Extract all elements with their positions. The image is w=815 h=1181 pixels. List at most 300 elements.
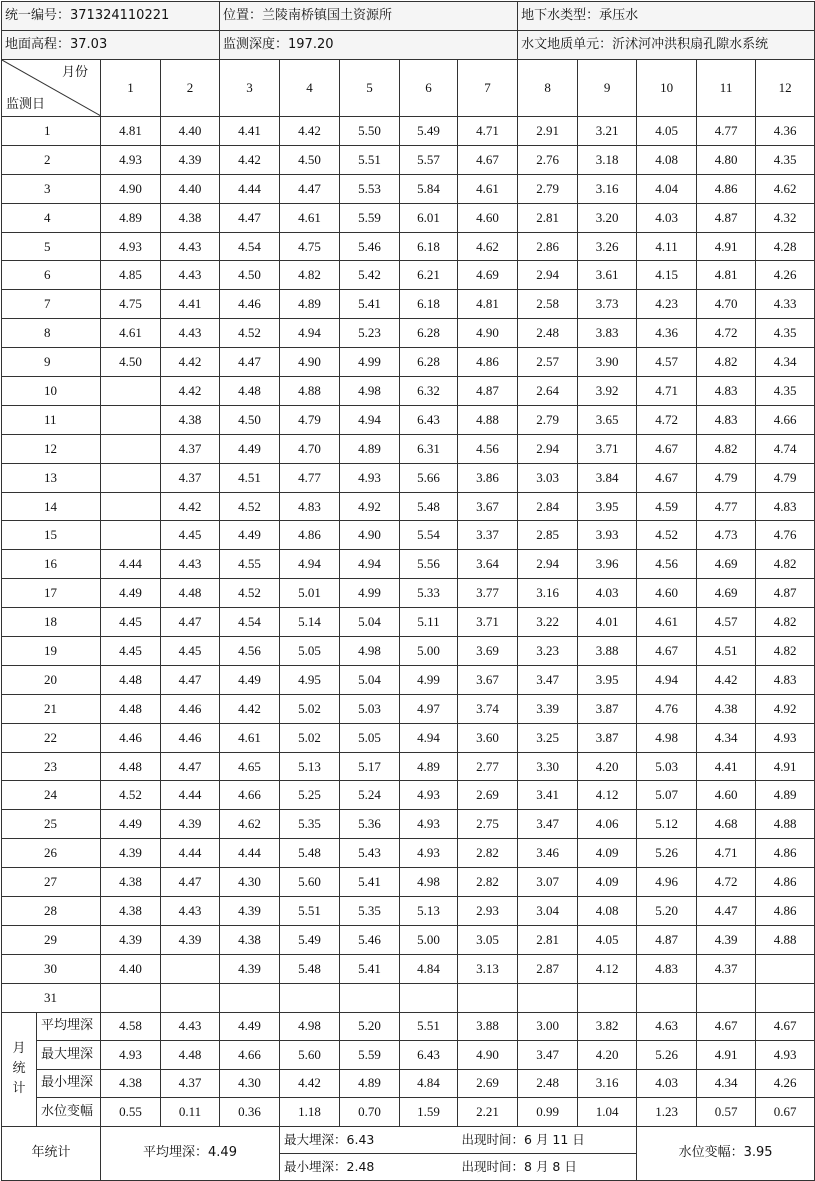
depth-value: 4.46 xyxy=(220,290,280,319)
depth-value: 4.74 xyxy=(756,434,815,463)
depth-value: 4.50 xyxy=(220,405,280,434)
depth-value: 3.74 xyxy=(458,694,518,723)
depth-value: 6.28 xyxy=(400,319,458,348)
depth-value: 4.39 xyxy=(161,145,220,174)
depth-value: 3.46 xyxy=(518,839,578,868)
depth-value: 4.94 xyxy=(280,550,340,579)
depth-value: 3.95 xyxy=(578,492,637,521)
depth-value: 5.20 xyxy=(637,897,697,926)
depth-value: 2.69 xyxy=(458,781,518,810)
monthly-stat-row xyxy=(2,1098,815,1127)
depth-value: 3.18 xyxy=(578,145,637,174)
depth-value: 4.43 xyxy=(161,232,220,261)
stat-value: 4.38 xyxy=(101,1069,161,1098)
depth-value: 4.93 xyxy=(340,463,400,492)
depth-value: 4.41 xyxy=(220,117,280,146)
depth-value: 4.48 xyxy=(220,377,280,406)
depth-value: 3.96 xyxy=(578,550,637,579)
depth-value: 3.77 xyxy=(458,579,518,608)
monitoring-depth: 监测深度：197.20 xyxy=(220,31,518,60)
depth-value: 3.67 xyxy=(458,492,518,521)
depth-value: 4.56 xyxy=(458,434,518,463)
day-number: 20 xyxy=(2,665,101,694)
depth-value: 4.38 xyxy=(697,694,756,723)
day-row xyxy=(2,954,815,983)
stat-label: 水位变幅 xyxy=(37,1098,101,1127)
depth-value: 4.49 xyxy=(220,434,280,463)
depth-value: 2.48 xyxy=(518,319,578,348)
depth-value: 3.47 xyxy=(518,665,578,694)
depth-value: 5.48 xyxy=(400,492,458,521)
day-row xyxy=(2,434,815,463)
day-number: 8 xyxy=(2,319,101,348)
day-row xyxy=(2,925,815,954)
stat-value: 2.21 xyxy=(458,1098,518,1127)
day-row xyxy=(2,492,815,521)
depth-value: 2.81 xyxy=(518,203,578,232)
depth-value: 4.89 xyxy=(280,290,340,319)
stat-value: 4.58 xyxy=(101,1012,161,1041)
depth-value xyxy=(101,492,161,521)
depth-value: 4.69 xyxy=(697,579,756,608)
yearly-max-depth: 最大埋深：6.43 xyxy=(280,1126,458,1153)
depth-value: 5.48 xyxy=(280,839,340,868)
depth-value xyxy=(637,983,697,1012)
depth-value: 4.49 xyxy=(101,579,161,608)
depth-value: 4.40 xyxy=(161,174,220,203)
day-row xyxy=(2,665,815,694)
groundwater-monitoring-table xyxy=(1,1,815,1181)
depth-value: 4.82 xyxy=(697,434,756,463)
depth-value: 4.47 xyxy=(161,868,220,897)
depth-value: 4.90 xyxy=(280,348,340,377)
stat-value: 4.30 xyxy=(220,1069,280,1098)
depth-value xyxy=(101,463,161,492)
depth-value: 4.70 xyxy=(280,434,340,463)
depth-value: 4.76 xyxy=(756,521,815,550)
day-row xyxy=(2,348,815,377)
depth-value: 4.68 xyxy=(697,810,756,839)
depth-value: 4.47 xyxy=(220,348,280,377)
yearly-range: 水位变幅：3.95 xyxy=(637,1126,815,1180)
depth-value: 4.26 xyxy=(756,261,815,290)
depth-value: 4.87 xyxy=(637,925,697,954)
depth-value: 3.86 xyxy=(458,463,518,492)
depth-value: 4.79 xyxy=(280,405,340,434)
stat-value: 1.18 xyxy=(280,1098,340,1127)
day-row xyxy=(2,463,815,492)
stat-label: 最小埋深 xyxy=(37,1069,101,1098)
depth-value: 4.37 xyxy=(697,954,756,983)
station-location: 位置：兰陵南桥镇国土资源所 xyxy=(220,2,518,31)
depth-value: 3.41 xyxy=(518,781,578,810)
depth-value: 3.87 xyxy=(578,723,637,752)
depth-value: 4.42 xyxy=(697,665,756,694)
depth-value xyxy=(101,405,161,434)
depth-value: 3.64 xyxy=(458,550,518,579)
station-id: 统一编号：371324110221 xyxy=(2,2,220,31)
depth-value: 4.38 xyxy=(220,925,280,954)
depth-value xyxy=(101,983,161,1012)
depth-value: 4.66 xyxy=(220,781,280,810)
depth-value: 5.01 xyxy=(280,579,340,608)
depth-value: 5.56 xyxy=(400,550,458,579)
day-number: 28 xyxy=(2,897,101,926)
depth-value: 3.65 xyxy=(578,405,637,434)
group-label-char: 统 xyxy=(12,1061,26,1077)
depth-value: 2.76 xyxy=(518,145,578,174)
month-header: 8 xyxy=(518,60,578,117)
depth-value: 3.16 xyxy=(578,174,637,203)
depth-value: 4.75 xyxy=(101,290,161,319)
depth-value: 4.56 xyxy=(220,637,280,666)
month-header: 5 xyxy=(340,60,400,117)
depth-value: 3.04 xyxy=(518,897,578,926)
depth-value: 4.83 xyxy=(697,377,756,406)
depth-value: 4.03 xyxy=(637,203,697,232)
depth-value: 4.81 xyxy=(697,261,756,290)
depth-value: 2.77 xyxy=(458,752,518,781)
depth-value xyxy=(400,983,458,1012)
depth-value: 4.80 xyxy=(697,145,756,174)
depth-value: 5.48 xyxy=(280,954,340,983)
depth-value: 4.54 xyxy=(220,608,280,637)
depth-value: 4.93 xyxy=(400,839,458,868)
depth-value: 4.55 xyxy=(220,550,280,579)
depth-value: 4.23 xyxy=(637,290,697,319)
depth-value: 4.52 xyxy=(220,319,280,348)
day-row xyxy=(2,897,815,926)
stat-value: 3.00 xyxy=(518,1012,578,1041)
depth-value: 3.07 xyxy=(518,868,578,897)
depth-value: 4.89 xyxy=(101,203,161,232)
depth-value: 4.89 xyxy=(400,752,458,781)
depth-value: 4.83 xyxy=(280,492,340,521)
day-row xyxy=(2,117,815,146)
stat-value: 3.88 xyxy=(458,1012,518,1041)
depth-value: 4.83 xyxy=(697,405,756,434)
day-row xyxy=(2,145,815,174)
depth-value: 3.20 xyxy=(578,203,637,232)
depth-value: 4.67 xyxy=(637,637,697,666)
stat-value: 4.90 xyxy=(458,1041,518,1070)
depth-value: 4.09 xyxy=(578,839,637,868)
day-number: 27 xyxy=(2,868,101,897)
depth-value: 4.20 xyxy=(578,752,637,781)
depth-value: 2.84 xyxy=(518,492,578,521)
depth-value: 5.35 xyxy=(340,897,400,926)
day-number: 18 xyxy=(2,608,101,637)
depth-value: 4.91 xyxy=(697,232,756,261)
depth-value: 4.08 xyxy=(578,897,637,926)
depth-value: 5.23 xyxy=(340,319,400,348)
stat-value: 5.20 xyxy=(340,1012,400,1041)
depth-value: 5.07 xyxy=(637,781,697,810)
day-number: 11 xyxy=(2,405,101,434)
depth-value: 3.73 xyxy=(578,290,637,319)
stat-value: 0.57 xyxy=(697,1098,756,1127)
depth-value: 3.71 xyxy=(458,608,518,637)
day-number: 26 xyxy=(2,839,101,868)
depth-value: 5.41 xyxy=(340,290,400,319)
day-number: 22 xyxy=(2,723,101,752)
depth-value: 4.82 xyxy=(756,608,815,637)
depth-value: 3.67 xyxy=(458,665,518,694)
stat-value: 0.70 xyxy=(340,1098,400,1127)
stat-value: 3.47 xyxy=(518,1041,578,1070)
depth-value: 6.18 xyxy=(400,290,458,319)
stat-label: 最大埋深 xyxy=(37,1041,101,1070)
depth-value: 4.39 xyxy=(697,925,756,954)
depth-value: 4.38 xyxy=(161,203,220,232)
depth-value: 4.12 xyxy=(578,954,637,983)
depth-value: 4.43 xyxy=(161,261,220,290)
depth-value: 4.45 xyxy=(161,637,220,666)
depth-value: 4.75 xyxy=(280,232,340,261)
depth-value: 5.46 xyxy=(340,232,400,261)
day-number: 14 xyxy=(2,492,101,521)
depth-value: 2.82 xyxy=(458,839,518,868)
depth-value: 4.47 xyxy=(161,608,220,637)
depth-value: 4.61 xyxy=(280,203,340,232)
depth-value: 4.72 xyxy=(637,405,697,434)
month-header: 11 xyxy=(697,60,756,117)
depth-value: 3.61 xyxy=(578,261,637,290)
depth-value: 4.44 xyxy=(220,839,280,868)
depth-value: 4.28 xyxy=(756,232,815,261)
day-number: 15 xyxy=(2,521,101,550)
day-row xyxy=(2,203,815,232)
depth-value: 4.50 xyxy=(101,348,161,377)
depth-value: 4.48 xyxy=(101,665,161,694)
depth-value: 4.62 xyxy=(756,174,815,203)
depth-value: 4.52 xyxy=(101,781,161,810)
depth-value: 4.94 xyxy=(637,665,697,694)
depth-value: 4.83 xyxy=(637,954,697,983)
month-axis-label: 月份 xyxy=(61,65,88,80)
stat-value: 4.93 xyxy=(756,1041,815,1070)
depth-value: 4.86 xyxy=(458,348,518,377)
stat-value: 4.67 xyxy=(756,1012,815,1041)
stat-value: 6.43 xyxy=(400,1041,458,1070)
depth-value: 4.87 xyxy=(697,203,756,232)
depth-value: 4.52 xyxy=(220,492,280,521)
depth-value: 5.51 xyxy=(340,145,400,174)
depth-value: 5.02 xyxy=(280,694,340,723)
depth-value: 4.93 xyxy=(101,232,161,261)
depth-value: 4.09 xyxy=(578,868,637,897)
stat-value: 0.36 xyxy=(220,1098,280,1127)
depth-value: 4.42 xyxy=(280,117,340,146)
depth-value xyxy=(518,983,578,1012)
depth-value: 2.86 xyxy=(518,232,578,261)
depth-value: 5.43 xyxy=(340,839,400,868)
depth-value: 5.46 xyxy=(340,925,400,954)
depth-value: 4.88 xyxy=(756,925,815,954)
depth-value: 2.57 xyxy=(518,348,578,377)
depth-value: 5.24 xyxy=(340,781,400,810)
day-row xyxy=(2,983,815,1012)
depth-value: 4.77 xyxy=(280,463,340,492)
stat-value: 4.42 xyxy=(280,1069,340,1098)
depth-value: 4.70 xyxy=(697,290,756,319)
depth-value: 4.61 xyxy=(637,608,697,637)
day-number: 21 xyxy=(2,694,101,723)
depth-value: 4.71 xyxy=(697,839,756,868)
depth-value: 6.21 xyxy=(400,261,458,290)
depth-value: 4.62 xyxy=(220,810,280,839)
depth-value: 5.57 xyxy=(400,145,458,174)
depth-value: 2.87 xyxy=(518,954,578,983)
month-header: 3 xyxy=(220,60,280,117)
monthly-stat-row xyxy=(2,1069,815,1098)
depth-value: 5.54 xyxy=(400,521,458,550)
depth-value xyxy=(220,983,280,1012)
depth-value: 4.71 xyxy=(637,377,697,406)
depth-value: 4.39 xyxy=(161,925,220,954)
depth-value: 4.03 xyxy=(578,579,637,608)
depth-value: 4.87 xyxy=(756,579,815,608)
depth-value: 4.41 xyxy=(697,752,756,781)
stat-value: 0.99 xyxy=(518,1098,578,1127)
depth-value: 5.04 xyxy=(340,665,400,694)
depth-value: 6.31 xyxy=(400,434,458,463)
depth-value: 4.98 xyxy=(340,637,400,666)
depth-value: 4.99 xyxy=(340,579,400,608)
depth-value: 4.67 xyxy=(637,463,697,492)
depth-value: 4.43 xyxy=(161,550,220,579)
depth-value: 4.88 xyxy=(458,405,518,434)
depth-value: 3.26 xyxy=(578,232,637,261)
depth-value: 4.86 xyxy=(756,868,815,897)
yearly-max-time: 出现时间：6 月 11 日 xyxy=(458,1126,637,1153)
depth-value: 4.40 xyxy=(101,954,161,983)
depth-value: 4.15 xyxy=(637,261,697,290)
depth-value xyxy=(578,983,637,1012)
depth-value: 4.62 xyxy=(458,232,518,261)
depth-value: 4.45 xyxy=(101,608,161,637)
depth-value xyxy=(101,377,161,406)
stat-value: 4.20 xyxy=(578,1041,637,1070)
stat-value: 1.04 xyxy=(578,1098,637,1127)
depth-value: 4.39 xyxy=(220,954,280,983)
depth-value: 4.57 xyxy=(637,348,697,377)
depth-value: 4.42 xyxy=(161,492,220,521)
depth-value: 4.98 xyxy=(637,723,697,752)
depth-value: 4.61 xyxy=(220,723,280,752)
depth-value: 2.58 xyxy=(518,290,578,319)
depth-value: 3.93 xyxy=(578,521,637,550)
day-row xyxy=(2,405,815,434)
month-header: 12 xyxy=(756,60,815,117)
depth-value: 4.42 xyxy=(220,694,280,723)
day-row xyxy=(2,810,815,839)
group-label-char: 月 xyxy=(12,1041,26,1057)
depth-value: 4.56 xyxy=(637,550,697,579)
yearly-label: 年统计 xyxy=(2,1126,101,1180)
day-number: 6 xyxy=(2,261,101,290)
depth-value: 4.67 xyxy=(637,434,697,463)
depth-value: 5.14 xyxy=(280,608,340,637)
depth-value: 4.11 xyxy=(637,232,697,261)
day-row xyxy=(2,377,815,406)
depth-value: 5.36 xyxy=(340,810,400,839)
depth-value: 5.00 xyxy=(400,637,458,666)
depth-value: 4.79 xyxy=(756,463,815,492)
stat-value: 4.37 xyxy=(161,1069,220,1098)
depth-value: 3.30 xyxy=(518,752,578,781)
depth-value xyxy=(756,983,815,1012)
stat-value: 0.11 xyxy=(161,1098,220,1127)
day-number: 2 xyxy=(2,145,101,174)
month-header: 9 xyxy=(578,60,637,117)
depth-value: 4.37 xyxy=(161,463,220,492)
month-header: 10 xyxy=(637,60,697,117)
stat-value: 4.49 xyxy=(220,1012,280,1041)
depth-value: 4.86 xyxy=(697,174,756,203)
depth-value: 4.52 xyxy=(637,521,697,550)
depth-value: 4.48 xyxy=(101,694,161,723)
depth-value: 4.81 xyxy=(101,117,161,146)
month-header: 7 xyxy=(458,60,518,117)
depth-value: 5.00 xyxy=(400,925,458,954)
depth-value: 4.12 xyxy=(578,781,637,810)
day-number: 23 xyxy=(2,752,101,781)
depth-value: 4.94 xyxy=(340,405,400,434)
depth-value: 4.69 xyxy=(697,550,756,579)
depth-value: 4.30 xyxy=(220,868,280,897)
depth-value: 4.97 xyxy=(400,694,458,723)
depth-value: 5.35 xyxy=(280,810,340,839)
depth-value: 4.77 xyxy=(697,117,756,146)
depth-value xyxy=(101,521,161,550)
depth-value: 3.16 xyxy=(518,579,578,608)
depth-value: 4.51 xyxy=(220,463,280,492)
day-row xyxy=(2,723,815,752)
depth-value: 4.04 xyxy=(637,174,697,203)
depth-value: 4.35 xyxy=(756,377,815,406)
stat-value: 3.16 xyxy=(578,1069,637,1098)
depth-value: 4.41 xyxy=(161,290,220,319)
stat-value: 4.91 xyxy=(697,1041,756,1070)
stat-value: 1.23 xyxy=(637,1098,697,1127)
depth-value: 5.41 xyxy=(340,954,400,983)
stat-value: 4.48 xyxy=(161,1041,220,1070)
stat-value: 4.43 xyxy=(161,1012,220,1041)
depth-value: 2.91 xyxy=(518,117,578,146)
depth-value: 4.86 xyxy=(280,521,340,550)
yearly-min-time: 出现时间：8 月 8 日 xyxy=(458,1153,637,1180)
depth-value: 3.90 xyxy=(578,348,637,377)
depth-value: 5.05 xyxy=(340,723,400,752)
day-row xyxy=(2,637,815,666)
monthly-stat-row xyxy=(2,1041,815,1070)
depth-value: 2.93 xyxy=(458,897,518,926)
depth-value: 5.03 xyxy=(340,694,400,723)
yearly-avg-depth: 平均埋深：4.49 xyxy=(101,1126,280,1180)
depth-value: 3.13 xyxy=(458,954,518,983)
stat-label: 平均埋深 xyxy=(37,1012,101,1041)
day-row xyxy=(2,319,815,348)
depth-value: 5.17 xyxy=(340,752,400,781)
depth-value: 3.25 xyxy=(518,723,578,752)
stat-value: 2.48 xyxy=(518,1069,578,1098)
depth-value xyxy=(340,983,400,1012)
depth-value: 4.47 xyxy=(161,665,220,694)
depth-value: 4.71 xyxy=(458,117,518,146)
depth-value: 4.91 xyxy=(756,752,815,781)
depth-value: 3.23 xyxy=(518,637,578,666)
